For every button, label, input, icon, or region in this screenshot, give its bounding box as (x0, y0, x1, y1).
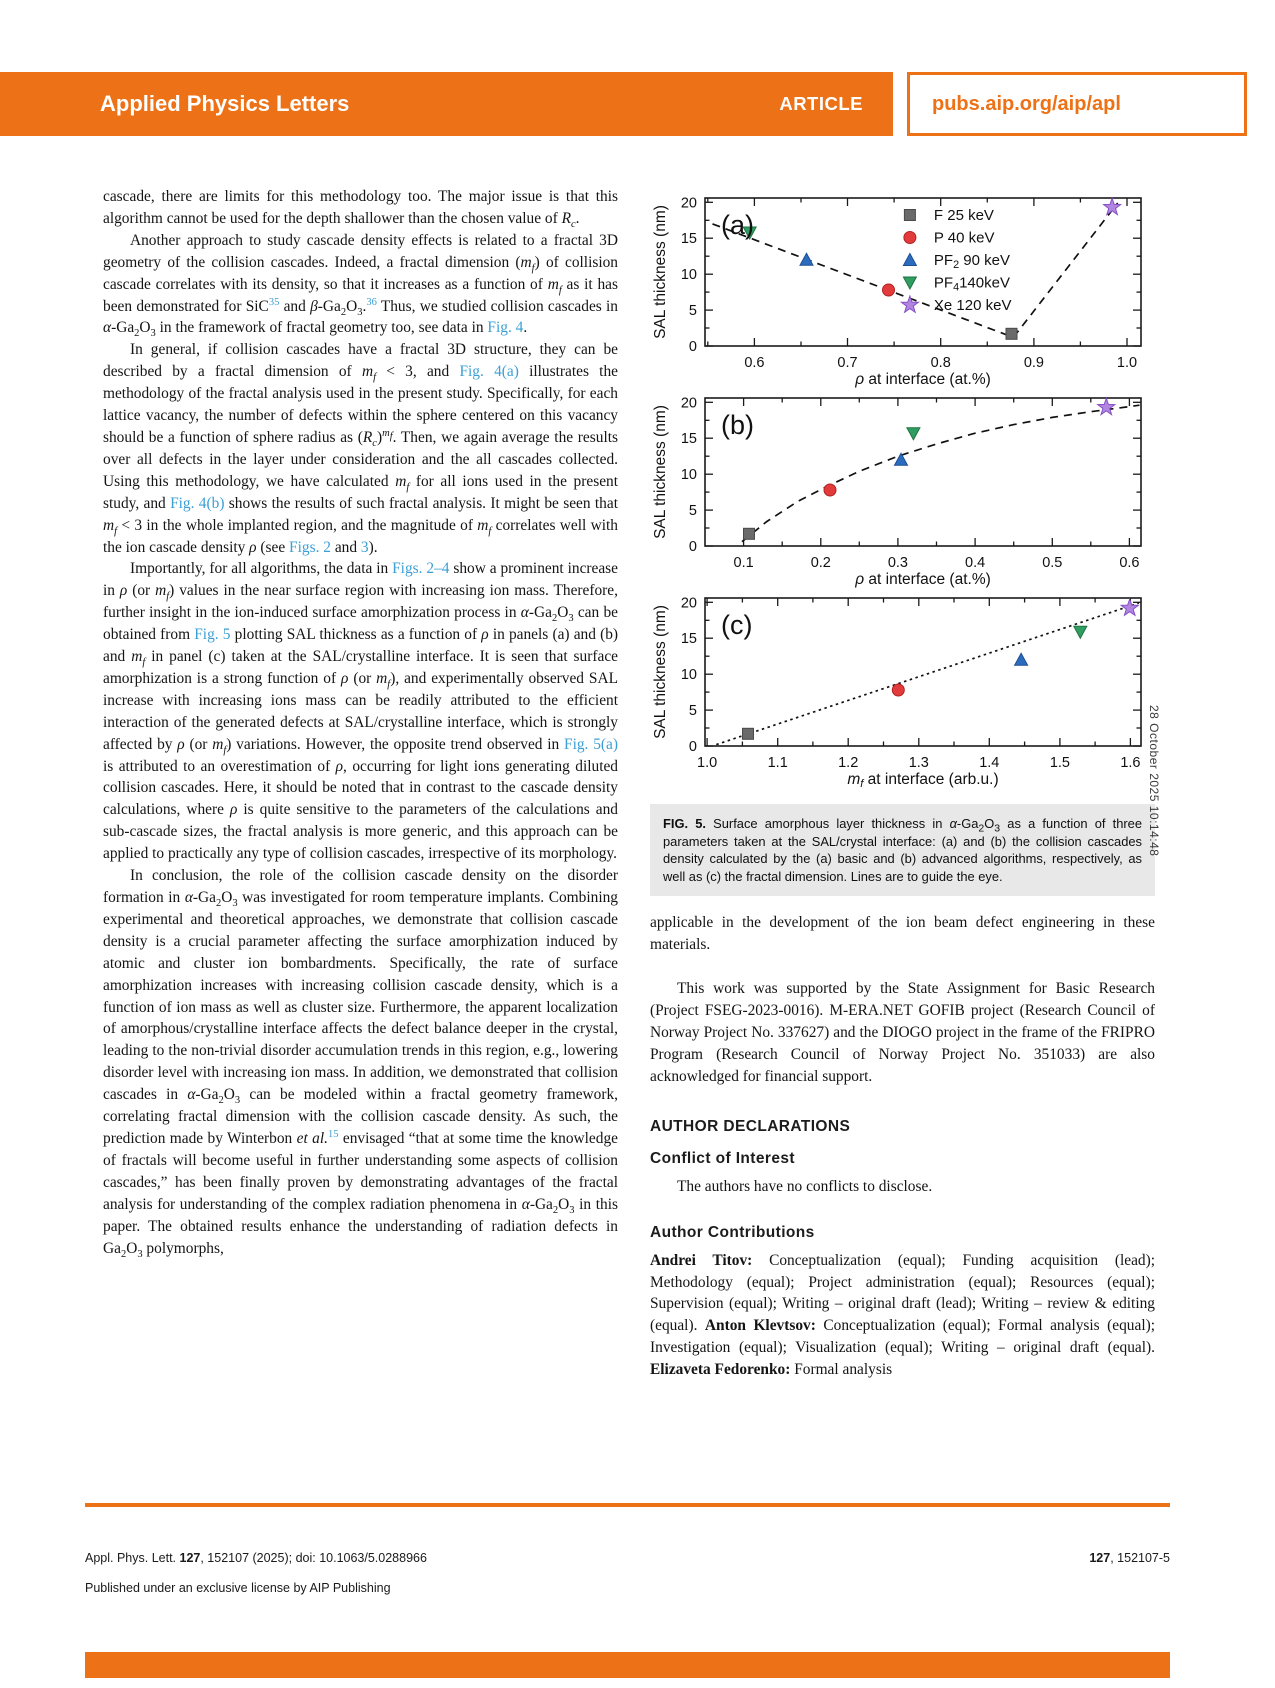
figure-5-panel-a (650, 190, 1155, 390)
footer-license: Published under an exclusive license by AIP Publishing (85, 1581, 391, 1595)
footer-page-number: 127, 152107-5 (1089, 1551, 1170, 1565)
svg-text:20: 20 (680, 195, 697, 212)
legend-label: P 40 keV (933, 229, 995, 247)
header-banner (0, 72, 893, 136)
figure-link[interactable]: 3 (360, 538, 369, 556)
body-paragraph: cascade, there are limits for this methodology too. The major issue is that this algorithm cannot be used for the depth shallower than the chosen value of $R_c$. (103, 188, 618, 230)
figure-link[interactable]: Figs. 2 (289, 538, 331, 556)
panel-label: (b) (721, 410, 754, 440)
right-column-text (650, 912, 1155, 1087)
svg-text:10: 10 (680, 467, 697, 484)
svg-text:10: 10 (680, 267, 697, 284)
svg-text:20: 20 (680, 395, 697, 412)
marker-p-40-kev (883, 284, 895, 296)
body-paragraph: In conclusion, the role of the collision cascade density on the disorder formation in $\alpha-Ga_2O_3$ was investigated for room temperature implants. Combining experimental and theoretical approaches, we demonstrate that collision cascade density is a crucial parameter affecting the surface amorphization induced by atomic and cluster ion bombardments. Specifically, the rate of surface amorphization increases with increasing collision cascade density, which is a function of ion mass as well as cluster size. Furthermore, the apparent localization of amorphous/crystalline interface affects the defect balance deeper in the crystal, leading to the non-trivial disorder accumulation trends in this region, e.g., lowering disorder level with increasing ion mass. In addition, we demonstrated that collision cascades in $\alpha-Ga_2O_3$ can be modeled within a fractal geometry framework, correlating fractal dimension with the collision cascade density. As such, the prediction made by Winterbon et al.$^{15}$ envisaged “that at some time the knowledge of fractals will become useful in further understanding some aspects of collision cascades,” has been finally proven by demonstrating advantages of the fractal analysis for understanding of the complex radiation phenomena in $\alpha-Ga_2O_3$ in this paper. The obtained results enhance the understanding of radiation defects in $Ga_2O_3$ polymorphs, (103, 867, 619, 1260)
svg-text:0.1: 0.1 (733, 555, 754, 571)
svg-text:0: 0 (688, 339, 697, 355)
svg-text:1.4: 1.4 (979, 755, 1000, 771)
marker-pf2-90-kev (895, 453, 908, 465)
body-paragraph: In general, if collision cascades have a fractal 3D structure, they can be described by a fractal dimension of $m_f < 3$, and Fig. 4(a) illustrates the methodology of the fractal analysis used in the present study. Specifically, for each lattice vacancy, the number of defects within the sphere centered on this vacancy should be a function of sphere radius as $(R_c)^{m_f}$. Then, we again average the results over all defects in the layer under consideration and the all cascades collected. Using this methodology, we have calculated $m_f$ for all ions used in the present study, and Fig. 4(b) shows the results of such fractal analysis. It might be seen that $m_f < 3$ in the whole implanted region, and the magnitude of $m_f$ correlates well with the ion cascade density ρ (see Figs. 2 and 3). (103, 341, 618, 556)
marker-pf2-90-kev (1015, 653, 1028, 665)
body-paragraph: This work was supported by the State Assignment for Basic Research (Project FSEG-2023-0016). M-ERA.NET GOFIB project (Research Council of Norway Project No. 337627) and the DIOGO project in the frame of the FRIPRO Program (Research Council of Norway Project No. 351033) are also acknowledged for financial support. (650, 980, 1155, 1085)
footer-rule (85, 1503, 1170, 1507)
article-badge: ARTICLE (779, 93, 863, 114)
x-axis-label: ρ at interface (at.%) (855, 371, 991, 388)
download-datestamp: 28 October 2025 10:14:48 (1147, 705, 1161, 857)
x-axis-label: mf at interface (arb.u.) (847, 771, 999, 790)
svg-text:20: 20 (680, 595, 697, 612)
journal-title: Applied Physics Letters (100, 91, 350, 116)
svg-text:15: 15 (680, 631, 697, 648)
marker-f-25-kev (744, 528, 755, 539)
svg-text:15: 15 (680, 231, 697, 248)
legend-label: $PF_4140keV$ (933, 274, 1010, 294)
figure-link[interactable]: Fig. 4(a) (459, 363, 519, 381)
body-paragraph: applicable in the development of the ion beam defect engineering in these materials. (650, 914, 1155, 954)
svg-text:5: 5 (688, 303, 697, 320)
journal-url-link[interactable]: pubs.aip.org/aip/apl (932, 92, 1121, 115)
svg-text:0: 0 (688, 739, 697, 755)
svg-text:0.8: 0.8 (930, 355, 951, 371)
svg-text:0.2: 0.2 (810, 555, 831, 571)
legend-label: $PF_2$ 90 keV (933, 252, 1010, 271)
author-declarations-heading: AUTHOR DECLARATIONS (650, 1117, 851, 1135)
svg-text:0.5: 0.5 (1042, 555, 1063, 571)
conflict-of-interest-text: The authors have no conflicts to disclose. (677, 1177, 933, 1195)
figure-link[interactable]: Fig. 4 (487, 319, 524, 337)
figure-link[interactable]: Figs. 2–4 (392, 560, 450, 578)
marker-xe-120-kev (1098, 398, 1115, 414)
conflict-of-interest-heading: Conflict of Interest (650, 1149, 795, 1167)
footer-citation: Appl. Phys. Lett. 127, 152107 (2025); doi: 10.1063/5.0288966 (85, 1551, 427, 1565)
marker-xe-120-kev (1121, 599, 1138, 615)
author-contributions-text: Andrei Titov: Conceptualization (equal); Funding acquisition (lead); Methodology (equal); Project administration (equal); Resources (equal); Supervision (equal); Writing – original draft (lead); Writing – review & editing (equal). Anton Klevtsov: Conceptualization (equal); Formal analysis (equal); Investigation (equal); Visualization (equal); Writing – original draft (equal). Elizaveta Fedorenko: Formal analysis (650, 1251, 1156, 1379)
marker-f-25-kev (743, 728, 754, 739)
marker-xe-120-kev (1104, 198, 1121, 214)
reference-link[interactable]: 15 (327, 1128, 339, 1140)
legend-marker-f-25-kev (904, 210, 915, 221)
marker-pf4-140kev (907, 428, 920, 440)
svg-text:0.4: 0.4 (965, 555, 986, 571)
svg-text:1.0: 1.0 (697, 755, 718, 771)
reference-link[interactable]: 36 (366, 296, 377, 308)
svg-text:0.9: 0.9 (1023, 355, 1044, 371)
svg-text:0.3: 0.3 (887, 555, 908, 571)
journal-url-box (907, 72, 1247, 136)
figure-link[interactable]: Fig. 5(a) (564, 735, 618, 753)
svg-text:10: 10 (680, 667, 697, 684)
left-column (103, 186, 618, 1259)
figure-link[interactable]: Fig. 4(b) (170, 494, 225, 512)
y-axis-label: SAL thickness (nm) (652, 205, 669, 339)
y-axis-label: SAL thickness (nm) (652, 605, 669, 739)
body-paragraph: Another approach to study cascade density effects is related to a fractal 3D geometry of the collision cascades. Indeed, a fractal dimension $(m_f)$ of collision cascade correlates with its density, so that it increases as a function of $m_f$ as it has been demonstrated for SiC$^{35}$ and $\beta-Ga_2O_3.^{36}$ Thus, we studied collision cascades in $\alpha-Ga_2O_3$ in the framework of fractal geometry too, see data in Fig. 4. (103, 231, 619, 340)
right-column (650, 190, 1155, 1381)
footer (85, 1543, 1170, 1603)
figure-link[interactable]: Fig. 5 (194, 626, 231, 644)
legend-marker-p-40-kev (904, 232, 916, 244)
marker-pf4-140kev (1074, 626, 1087, 638)
svg-text:1.2: 1.2 (838, 755, 859, 771)
y-axis-label: SAL thickness (nm) (652, 405, 669, 539)
legend-label: F 25 keV (933, 207, 994, 224)
marker-p-40-kev (824, 484, 836, 496)
legend-label: Xe 120 keV (933, 297, 1012, 314)
figure-5-charts (650, 190, 1155, 790)
bottom-accent-bar (85, 1652, 1170, 1678)
svg-text:1.0: 1.0 (1116, 355, 1138, 371)
marker-f-25-kev (1006, 328, 1017, 339)
svg-text:0.7: 0.7 (837, 355, 858, 371)
svg-text:0: 0 (688, 539, 697, 555)
svg-text:5: 5 (688, 703, 697, 720)
x-axis-label: ρ at interface (at.%) (855, 571, 991, 588)
svg-text:5: 5 (688, 503, 697, 520)
svg-text:0.6: 0.6 (1119, 555, 1140, 571)
body-paragraph: Importantly, for all algorithms, the data in Figs. 2–4 show a prominent increase in ρ (or $m_f$) values in the near surface region with increasing ion mass. Therefore, further insight in the ion-induced surface amorphization process in $\alpha-Ga_2O_3$ can be obtained from Fig. 5 plotting SAL thickness as a function of ρ in panels (a) and (b) and $m_f$ in panel (c) taken at the SAL/crystalline interface. It is seen that surface amorphization is a strong function of ρ (or $m_f$), and experimentally observed SAL increase with increasing ions mass can be readily attributed to the efficient interaction of the generated defects at SAL/crystalline interface, which is strongly affected by ρ (or $m_f$) variations. However, the opposite trend observed in Fig. 5(a) is attributed to an overestimation of ρ, occurring for light ions generating diluted collision cascades. Here, it should be noted that in contrast to the cascade density calculations, where ρ is quite sensitive to the parameters of the calculations and sub-cascade sizes, the fractal analysis is more generic, and this approach can be applied to practically any type of collision cascades, irrespective of its morphology. (103, 560, 619, 863)
svg-text:0.6: 0.6 (744, 355, 765, 371)
legend-marker-pf4-140kev (903, 277, 916, 289)
reference-link[interactable]: 35 (268, 296, 280, 308)
svg-text:1.6: 1.6 (1120, 755, 1141, 771)
author-contributions-heading: Author Contributions (650, 1223, 815, 1241)
marker-pf2-90-kev (800, 253, 813, 265)
figure-caption: FIG. 5. Surface amorphous layer thickness in $\alpha-Ga_2O_3$ as a function of three parameters taken at the SAL/crystal interface: (a) and (b) the collision cascades density calculated by the (a) basic and (b) advanced algorithms, respectively, as well as (c) the fractal dimension. Lines are to guide the eye. (650, 804, 1155, 896)
legend-marker-pf2-90-kev (903, 254, 916, 266)
svg-text:1.3: 1.3 (908, 755, 929, 771)
svg-text:1.1: 1.1 (767, 755, 788, 771)
svg-text:15: 15 (680, 431, 697, 448)
svg-text:1.5: 1.5 (1049, 755, 1070, 771)
panel-label: (c) (721, 610, 753, 640)
marker-p-40-kev (892, 684, 904, 696)
legend-marker-xe-120-kev (901, 296, 918, 312)
panel-label: (a) (721, 210, 754, 240)
figure-5-panel-b (650, 390, 1155, 590)
figure-5-panel-c (650, 590, 1155, 790)
